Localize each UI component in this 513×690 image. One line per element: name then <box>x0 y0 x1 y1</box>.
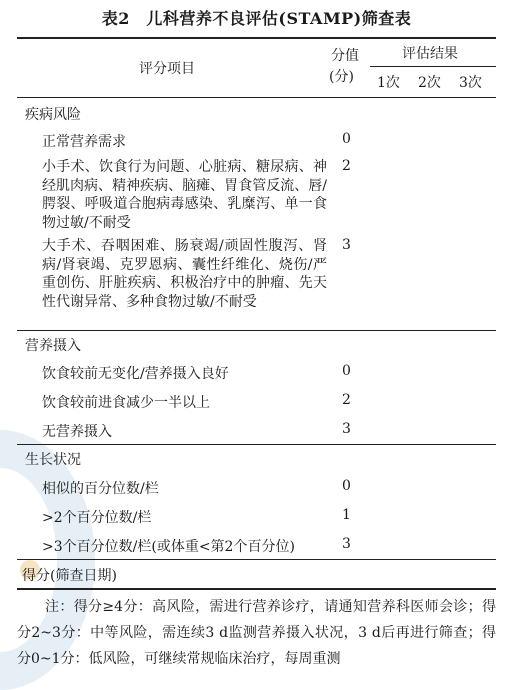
table-row-score: 2 <box>342 392 351 408</box>
header-visit-3: 3次 <box>459 75 482 91</box>
result-subheader-rule <box>370 66 496 67</box>
score-date-row: 得分(筛查日期) <box>22 568 117 584</box>
table-note: 注：得分≥4分：高风险，需进行营养诊疗，请通知营养科医师会诊；得分2~3分：中等风险，需连续3 d监测营养摄入状况，3 d后再进行筛查；得分0~1分：低风险，可继续常规临床治疗，每周重测 <box>17 599 496 667</box>
section-divider <box>17 444 496 445</box>
header-item-column: 评分项目 <box>139 61 195 77</box>
table-row-item: 大手术、吞咽困难、肠衰竭/顽固性腹泻、肾病/肾衰竭、克罗恩病、囊性纤维化、烧伤/严重创伤、肝脏疾病、积极治疗中的肿瘤、先天性代谢异常、多种食物过敏/不耐受 <box>42 238 327 310</box>
table-row-score: 3 <box>342 536 351 552</box>
section-label-growth-status: 生长状况 <box>25 452 81 468</box>
table-title: 表2 儿科营养不良评估(STAMP)筛查表 <box>101 9 412 28</box>
table-row-item: 饮食较前进食减少一半以上 <box>42 395 210 411</box>
table-row-item: 无营养摄入 <box>42 424 112 440</box>
header-visit-1: 1次 <box>377 75 400 91</box>
table-row-item: >3个百分位数/栏(或体重<第2个百分位) <box>42 539 295 555</box>
table-top-rule <box>17 37 496 39</box>
header-result-column: 评估结果 <box>402 46 458 62</box>
table-row-score: 0 <box>342 478 351 494</box>
table-row-item: 饮食较前无变化/营养摄入良好 <box>42 366 229 382</box>
table-row-item: >2个百分位数/栏 <box>42 510 152 526</box>
table-row-score: 3 <box>342 237 351 253</box>
table-row-item: 小手术、饮食行为问题、心脏病、糖尿病、神经肌肉病、精神疾病、脑瘫、胃食管反流、唇/腭裂、呼吸道合胞病毒感染、乳糜泻、单一食物过敏/不耐受 <box>42 159 327 231</box>
table-row-score: 1 <box>342 507 351 523</box>
table-row-score: 0 <box>342 131 351 147</box>
section-divider <box>17 559 496 560</box>
section-label-nutrition-intake: 营养摄入 <box>25 338 81 354</box>
table-row-score: 3 <box>342 421 351 437</box>
header-visit-2: 2次 <box>418 75 441 91</box>
table-row-score: 0 <box>342 363 351 379</box>
table-row-score: 2 <box>342 158 351 174</box>
header-score-line1: 分值 <box>331 48 359 64</box>
header-score-line2: (分) <box>329 69 354 85</box>
table-row-item: 正常营养需求 <box>42 134 126 150</box>
section-divider <box>17 330 496 331</box>
section-label-disease-risk: 疾病风险 <box>25 107 81 123</box>
header-bottom-rule <box>17 97 496 98</box>
table-bottom-rule <box>17 588 496 590</box>
table-row-item: 相似的百分位数/栏 <box>42 481 159 497</box>
